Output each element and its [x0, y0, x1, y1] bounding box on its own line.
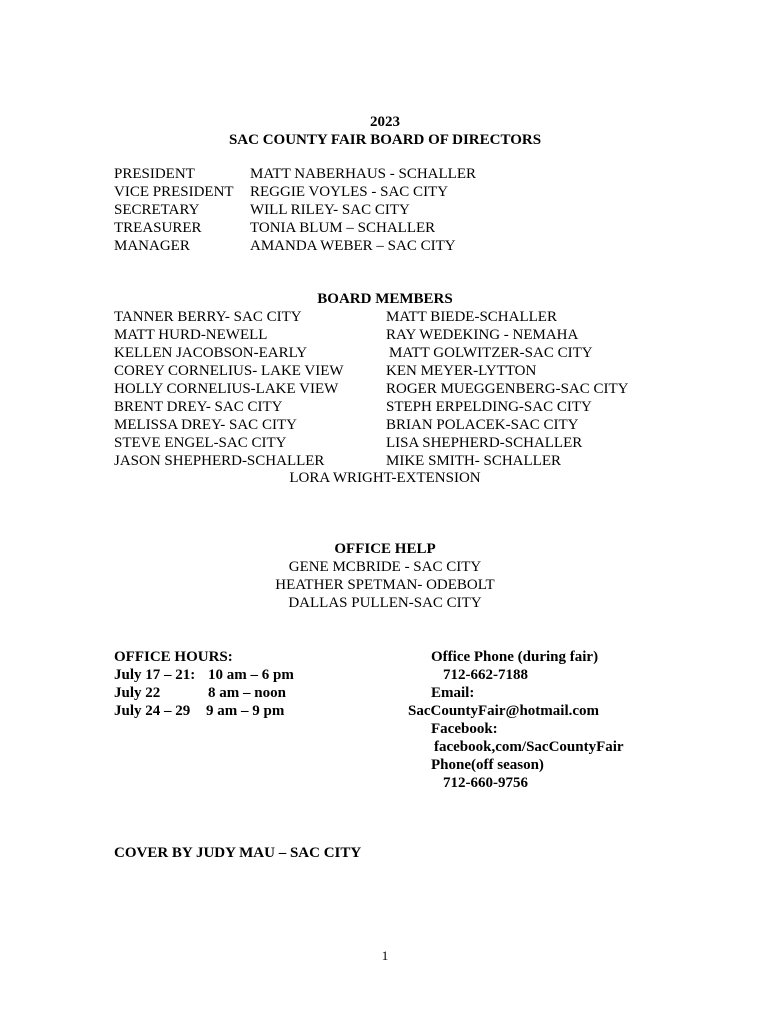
list-item	[114, 452, 674, 470]
contact-line	[408, 720, 648, 738]
member-right: MIKE SMITH- SCHALLER	[386, 453, 561, 469]
officer-name: TONIA BLUM – SCHALLER	[250, 220, 436, 236]
year-heading: 2023	[370, 114, 400, 130]
officer-role: TREASURER	[114, 220, 202, 236]
hours-row	[114, 666, 374, 684]
member-right: BRIAN POLACEK-SAC CITY	[386, 417, 579, 433]
member-left: KELLEN JACOBSON-EARLY	[114, 345, 308, 361]
officer-name: REGGIE VOYLES - SAC CITY	[250, 184, 449, 200]
contact-line	[408, 666, 648, 684]
facebook-url: facebook,com/SacCountyFair	[434, 739, 624, 755]
hours-dates: July 24 – 29	[114, 703, 191, 719]
member-right: KEN MEYER-LYTTON	[386, 363, 537, 379]
office-help-name: GENE MCBRIDE - SAC CITY	[288, 559, 482, 575]
officer-row	[114, 201, 594, 219]
officer-row	[114, 219, 594, 237]
page-number: 1	[381, 948, 389, 963]
hours-time: 9 am – 9 pm	[206, 703, 285, 719]
member-right: MATT BIEDE-SCHALLER	[386, 309, 557, 325]
board-members-heading: BOARD MEMBERS	[317, 291, 453, 307]
list-item	[114, 344, 674, 362]
officer-role: SECRETARY	[114, 202, 200, 218]
list-item	[114, 380, 674, 398]
board-members-list	[114, 308, 674, 470]
officer-name: AMANDA WEBER – SAC CITY	[250, 238, 456, 254]
officer-role: VICE PRESIDENT	[114, 184, 234, 200]
officer-name: MATT NABERHAUS - SCHALLER	[250, 166, 476, 182]
member-right: RAY WEDEKING - NEMAHA	[386, 327, 579, 343]
list-item	[114, 362, 674, 380]
member-right: ROGER MUEGGENBERG-SAC CITY	[386, 381, 629, 397]
hours-heading-text: OFFICE HOURS:	[114, 649, 233, 665]
office-help-name: HEATHER SPETMAN- ODEBOLT	[275, 577, 495, 593]
contact-line	[408, 756, 648, 774]
officer-row	[114, 183, 594, 201]
contact-info	[408, 648, 648, 792]
officer-name: WILL RILEY- SAC CITY	[250, 202, 410, 218]
list-item	[114, 326, 674, 344]
email-address: SacCountyFair@hotmail.com	[408, 703, 600, 719]
member-right: MATT GOLWITZER-SAC CITY	[389, 345, 593, 361]
email-label: Email:	[431, 685, 475, 701]
hours-row	[114, 684, 374, 702]
contact-line	[408, 648, 648, 666]
officer-role: PRESIDENT	[114, 166, 195, 182]
extension-member: LORA WRIGHT-EXTENSION	[289, 470, 481, 486]
hours-time: 10 am – 6 pm	[208, 667, 294, 683]
member-left: MELISSA DREY- SAC CITY	[114, 417, 297, 433]
contact-line	[408, 738, 648, 756]
member-left: COREY CORNELIUS- LAKE VIEW	[114, 363, 344, 379]
member-right: LISA SHEPHERD-SCHALLER	[386, 435, 583, 451]
member-right: STEPH ERPELDING-SAC CITY	[386, 399, 592, 415]
officer-role: MANAGER	[114, 238, 190, 254]
cover-credit: COVER BY JUDY MAU – SAC CITY	[114, 845, 362, 861]
member-left: JASON SHEPHERD-SCHALLER	[114, 453, 325, 469]
list-item	[114, 308, 674, 326]
member-left: BRENT DREY- SAC CITY	[114, 399, 283, 415]
phone-off-label: Phone(off season)	[431, 757, 544, 773]
list-item	[114, 416, 674, 434]
contact-line	[408, 702, 648, 720]
officer-row	[114, 237, 594, 255]
phone-off: 712-660-9756	[443, 775, 528, 791]
officers-list	[114, 165, 594, 255]
list-item	[114, 398, 674, 416]
hours-time: 8 am – noon	[208, 685, 286, 701]
facebook-label: Facebook:	[431, 721, 498, 737]
office-help-name: DALLAS PULLEN-SAC CITY	[288, 595, 482, 611]
member-left: TANNER BERRY- SAC CITY	[114, 309, 302, 325]
list-item	[114, 434, 674, 452]
member-left: HOLLY CORNELIUS-LAKE VIEW	[114, 381, 339, 397]
hours-dates: July 17 – 21:	[114, 667, 196, 683]
contact-line	[408, 774, 648, 792]
phone-fair: 712-662-7188	[443, 667, 528, 683]
phone-fair-label: Office Phone (during fair)	[431, 649, 599, 665]
member-left: MATT HURD-NEWELL	[114, 327, 268, 343]
office-hours	[114, 648, 374, 720]
office-hours-heading	[114, 648, 374, 666]
office-help-heading: OFFICE HELP	[334, 541, 436, 557]
contact-line	[408, 684, 648, 702]
member-left: STEVE ENGEL-SAC CITY	[114, 435, 287, 451]
page-title: SAC COUNTY FAIR BOARD OF DIRECTORS	[228, 132, 542, 148]
hours-row	[114, 702, 374, 720]
hours-dates: July 22	[114, 685, 161, 701]
officer-row	[114, 165, 594, 183]
